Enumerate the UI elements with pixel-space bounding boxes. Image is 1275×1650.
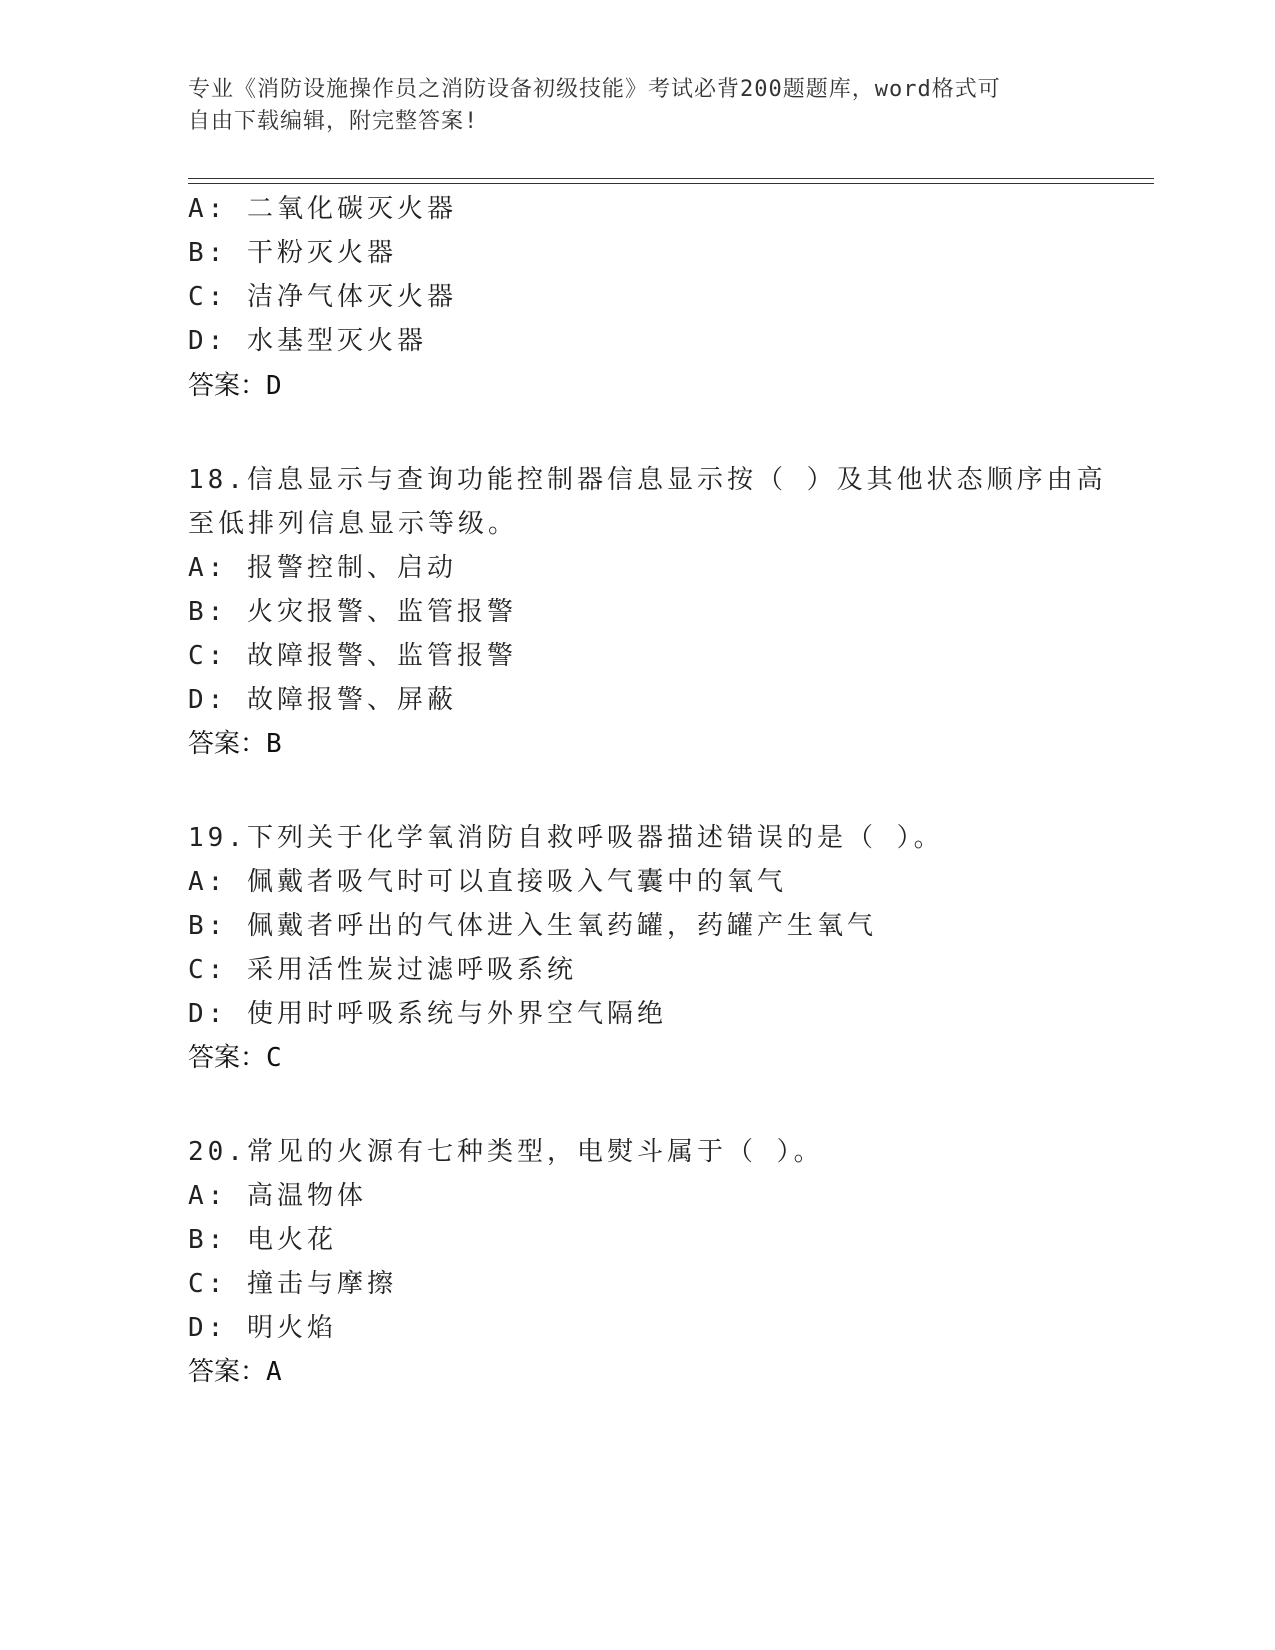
header-line-2: 自由下载编辑，附完整答案!	[188, 109, 479, 134]
header-divider-top	[188, 178, 1154, 179]
q17-option-a: A: 二氧化碳灭火器	[188, 194, 457, 224]
q18-option-d: D: 故障报警、屏蔽	[188, 685, 457, 715]
q19-option-d: D: 使用时呼吸系统与外界空气隔绝	[188, 999, 667, 1029]
q19-option-a: A: 佩戴者吸气时可以直接吸入气囊中的氧气	[188, 867, 787, 897]
header-divider-bottom	[188, 183, 1154, 184]
q18-stem-line-2: 至低排列信息显示等级。	[188, 509, 519, 539]
q18-option-c: C: 故障报警、监管报警	[188, 641, 517, 671]
q17-option-b: B: 干粉灭火器	[188, 238, 397, 268]
q20-option-a: A: 高温物体	[188, 1181, 367, 1211]
q17-option-c: C: 洁净气体灭火器	[188, 282, 457, 312]
q19-stem: 19.下列关于化学氧消防自救呼吸器描述错误的是（ ）。	[188, 823, 944, 853]
q18-option-a: A: 报警控制、启动	[188, 553, 457, 583]
q18-answer: 答案：B	[188, 729, 282, 759]
q20-option-b: B: 电火花	[188, 1225, 337, 1255]
q20-answer: 答案：A	[188, 1357, 282, 1387]
q19-option-b: B: 佩戴者呼出的气体进入生氧药罐，药罐产生氧气	[188, 911, 877, 941]
q20-stem: 20.常见的火源有七种类型，电熨斗属于（ ）。	[188, 1137, 824, 1167]
q17-answer: 答案：D	[188, 371, 282, 401]
q20-option-c: C: 撞击与摩擦	[188, 1269, 397, 1299]
q18-stem-line-1: 18.信息显示与查询功能控制器信息显示按（ ）及其他状态顺序由高	[188, 465, 1107, 495]
header-line-1: 专业《消防设施操作员之消防设备初级技能》考试必背200题题库，word格式可	[188, 77, 1001, 102]
q19-answer: 答案：C	[188, 1043, 282, 1073]
q17-option-d: D: 水基型灭火器	[188, 326, 427, 356]
q18-option-b: B: 火灾报警、监管报警	[188, 597, 517, 627]
q20-option-d: D: 明火焰	[188, 1313, 337, 1343]
document-header	[188, 74, 1088, 138]
q19-option-c: C: 采用活性炭过滤呼吸系统	[188, 955, 577, 985]
